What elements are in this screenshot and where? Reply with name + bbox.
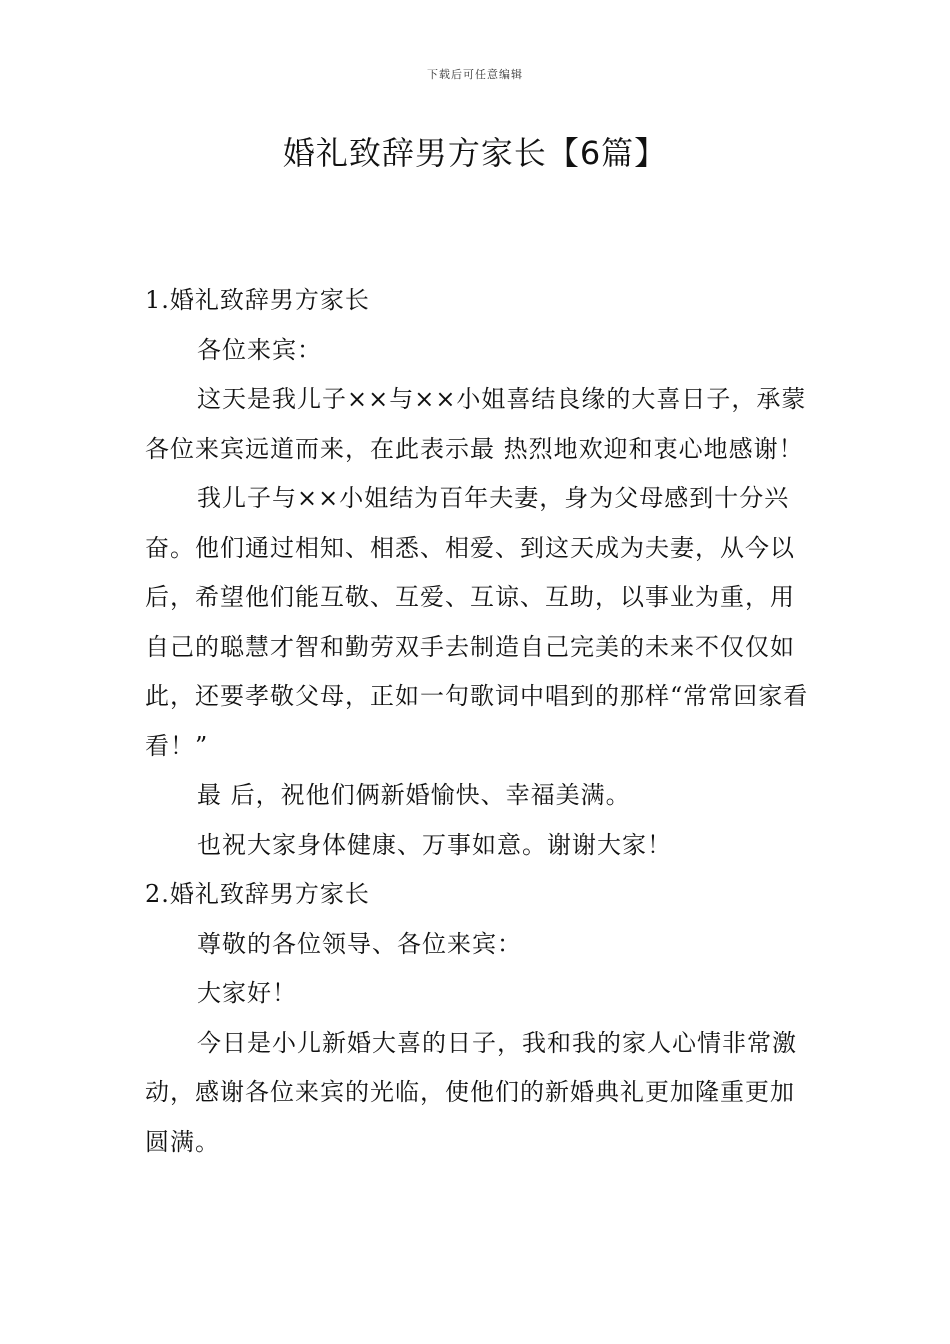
paragraph: 我儿子与××小姐结为百年夫妻，身为父母感到十分兴奋。他们通过相知、相悉、相爱、到这天成为夫妻，从今以后，希望他们能互敬、互爱、互谅、互助，以事业为重，用自己的聪慧才智和勤劳双手去制造自己完美的未来不仅仅如此，还要孝敬父母，正如一句歌词中唱到的那样“常常回家看看！” — [145, 484, 809, 760]
section-heading: 2.婚礼致辞男方家长 — [145, 880, 370, 908]
paragraph: 各位来宾： — [197, 335, 322, 364]
document-body — [145, 276, 810, 1167]
paragraph: 尊敬的各位领导、各位来宾： — [197, 929, 522, 958]
paragraph: 今日是小儿新婚大喜的日子，我和我的家人心情非常激动，感谢各位来宾的光临，使他们的新婚典礼更加隆重更加圆满。 — [145, 1028, 797, 1156]
paragraph: 最 后，祝他们俩新婚愉快、幸福美满。 — [197, 781, 631, 809]
paragraph: 这天是我儿子××与××小姐喜结良缘的大喜日子，承蒙各位来宾远道而来，在此表示最 热烈地欢迎和衷心地感谢！ — [145, 385, 807, 463]
paragraph: 也祝大家身体健康、万事如意。谢谢大家！ — [197, 830, 672, 859]
paragraph: 大家好！ — [197, 979, 297, 1007]
page-header-note: 下载后可任意编辑 — [427, 68, 523, 81]
section-heading: 1.婚礼致辞男方家长 — [145, 286, 370, 314]
document-title: 婚礼致辞男方家长【6篇】 — [282, 134, 668, 172]
